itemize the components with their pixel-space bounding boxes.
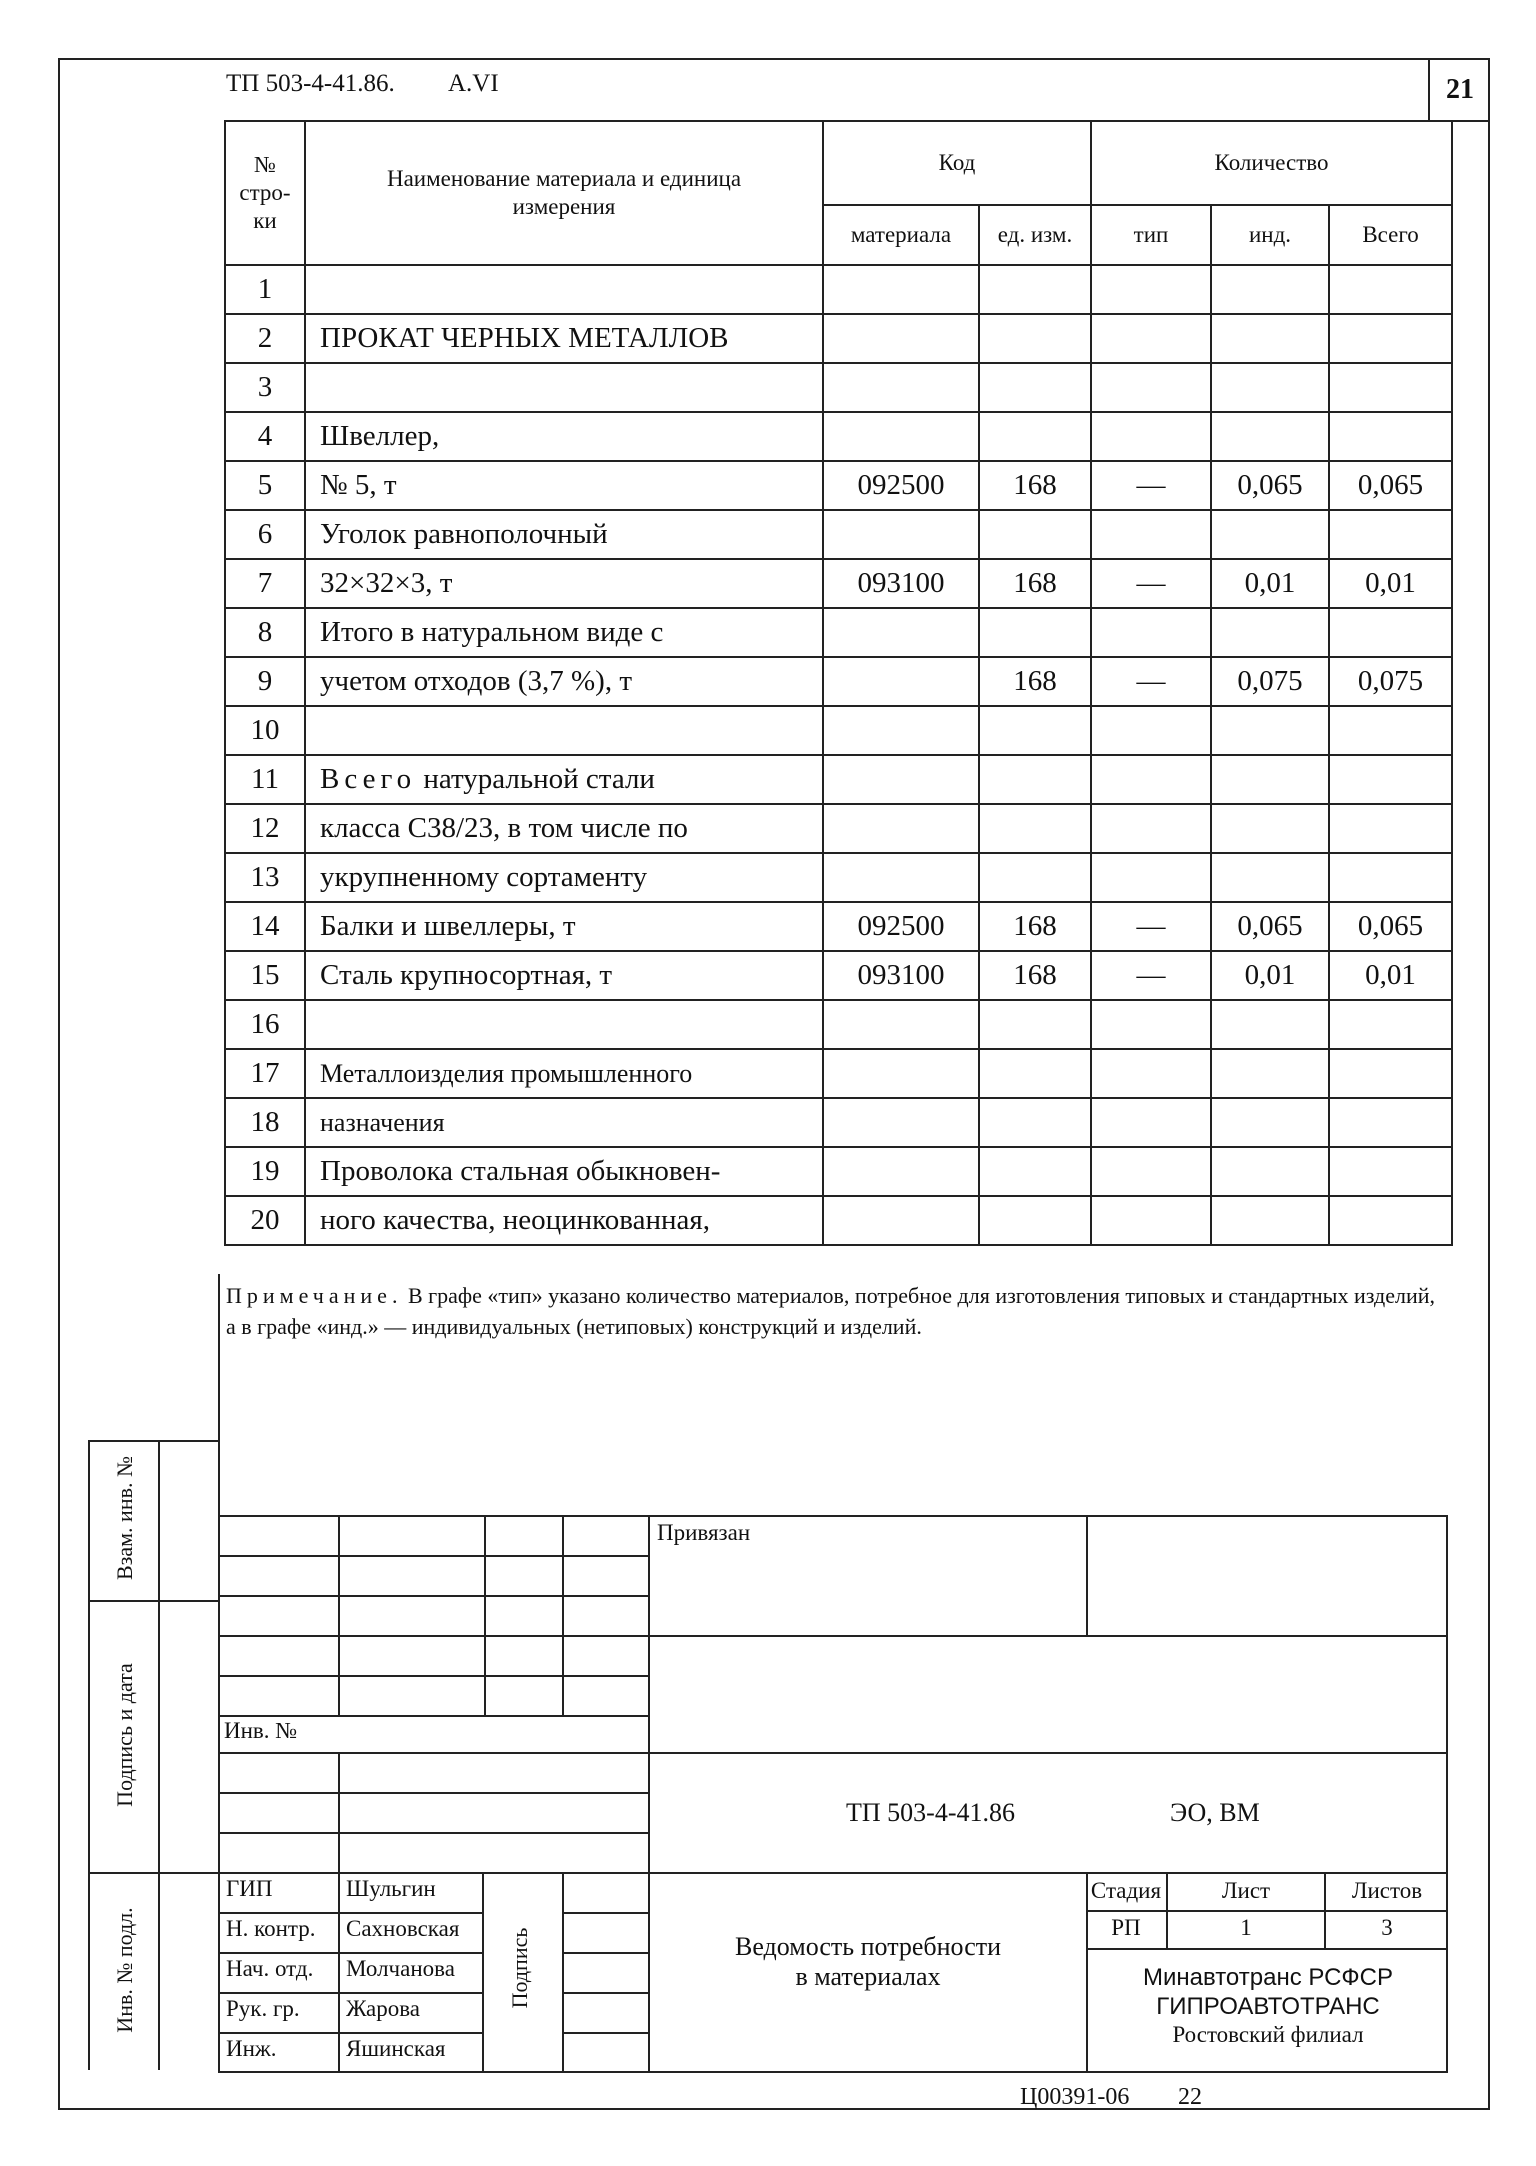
row-ind (1211, 1196, 1329, 1245)
row-number: 13 (225, 853, 305, 902)
row-name (305, 706, 823, 755)
row-name: ного качества, неоцинкованная, (305, 1196, 823, 1245)
row-tip: — (1091, 951, 1211, 1000)
person-3: Жарова (346, 1996, 421, 2021)
side-label-podpis-data: Подпись и дата (112, 1663, 137, 1807)
row-mat (823, 1000, 979, 1049)
sheet-label: Лист (1221, 1878, 1271, 1903)
privyazan-label: Привязан (657, 1520, 751, 1545)
row-unit (979, 1147, 1091, 1196)
row-ind (1211, 706, 1329, 755)
table-row (225, 1000, 1452, 1049)
row-total (1329, 510, 1452, 559)
row-total (1329, 706, 1452, 755)
row-total (1329, 1196, 1452, 1245)
role-1: Н. контр. (226, 1916, 316, 1941)
row-unit (979, 265, 1091, 314)
col-qty-type: тип (1091, 205, 1211, 265)
row-number: 18 (225, 1098, 305, 1147)
row-tip (1091, 1196, 1211, 1245)
row-name: № 5, т (305, 461, 823, 510)
header-doc-code: ТП 503-4-41.86. (226, 70, 395, 97)
row-tip (1091, 1098, 1211, 1147)
row-number: 1 (225, 265, 305, 314)
row-unit: 168 (979, 461, 1091, 510)
row-number: 8 (225, 608, 305, 657)
row-number: 10 (225, 706, 305, 755)
row-name: ПРОКАТ ЧЕРНЫХ МЕТАЛЛОВ (305, 314, 823, 363)
role-4: Инж. (226, 2036, 277, 2061)
row-tip (1091, 265, 1211, 314)
col-code-material: материала (823, 205, 979, 265)
row-ind (1211, 1000, 1329, 1049)
table-row (225, 1196, 1452, 1245)
col-qty-total: Всего (1329, 205, 1452, 265)
table-row (225, 1098, 1452, 1147)
row-unit (979, 314, 1091, 363)
table-row (225, 314, 1452, 363)
note-text: В графе «тип» указано количество материалов, потребное для изготовления типовых и стандартных изделий, а в графе «инд.» — индивидуальных (нетиповых) конструкций и изделий. (226, 1283, 1435, 1339)
table-row (225, 1049, 1452, 1098)
row-unit (979, 1098, 1091, 1147)
row-total (1329, 853, 1452, 902)
row-mat (823, 363, 979, 412)
row-number: 2 (225, 314, 305, 363)
tb-marks: ЭО, ВМ (1170, 1798, 1260, 1827)
table-row (225, 412, 1452, 461)
row-number: 15 (225, 951, 305, 1000)
row-tip: — (1091, 461, 1211, 510)
row-ind (1211, 363, 1329, 412)
sheet-value: 1 (1240, 1915, 1252, 1940)
col-qty-group: Количество (1091, 121, 1452, 205)
row-number: 9 (225, 657, 305, 706)
row-ind (1211, 314, 1329, 363)
row-ind (1211, 853, 1329, 902)
row-unit (979, 510, 1091, 559)
row-name (305, 265, 823, 314)
row-ind (1211, 755, 1329, 804)
col-row-no: № стро- ки (225, 121, 305, 265)
row-tip (1091, 1049, 1211, 1098)
row-tip (1091, 755, 1211, 804)
row-ind (1211, 804, 1329, 853)
row-unit (979, 706, 1091, 755)
note-label: Примечание. (226, 1283, 403, 1308)
table-row (225, 902, 1452, 951)
row-name: Сталь крупносортная, т (305, 951, 823, 1000)
table-row (225, 559, 1452, 608)
row-number: 14 (225, 902, 305, 951)
row-total (1329, 1098, 1452, 1147)
row-name (305, 755, 823, 804)
table-row (225, 804, 1452, 853)
row-total (1329, 755, 1452, 804)
row-ind (1211, 1147, 1329, 1196)
row-number: 12 (225, 804, 305, 853)
col-qty-ind: инд. (1211, 205, 1329, 265)
row-mat (823, 1049, 979, 1098)
row-ind (1211, 412, 1329, 461)
row-name: Металлоизделия промышленного (305, 1049, 823, 1098)
table-row (225, 657, 1452, 706)
row-unit: 168 (979, 657, 1091, 706)
row-mat (823, 412, 979, 461)
role-0: ГИП (226, 1876, 273, 1901)
row-unit (979, 755, 1091, 804)
row-name-spaced: Всего (320, 763, 417, 795)
row-number: 5 (225, 461, 305, 510)
org-line1: Минавтотранс РСФСР (1142, 1964, 1394, 1991)
row-ind (1211, 1098, 1329, 1147)
stage-value: РП (1111, 1915, 1141, 1940)
row-total (1329, 804, 1452, 853)
row-total (1329, 412, 1452, 461)
person-0: Шульгин (346, 1876, 436, 1901)
row-mat (823, 1196, 979, 1245)
row-tip: — (1091, 902, 1211, 951)
row-ind: 0,075 (1211, 657, 1329, 706)
row-total: 0,01 (1329, 559, 1452, 608)
table-row (225, 706, 1452, 755)
row-tip (1091, 510, 1211, 559)
row-unit: 168 (979, 902, 1091, 951)
inv-no-label: Инв. № (224, 1718, 298, 1743)
col-code-group: Код (823, 121, 1091, 205)
row-total (1329, 265, 1452, 314)
row-mat (823, 608, 979, 657)
stage-label: Стадия (1090, 1878, 1162, 1903)
sheets-label: Листов (1351, 1878, 1423, 1903)
row-mat (823, 853, 979, 902)
table-row (225, 608, 1452, 657)
row-name: назначения (305, 1098, 823, 1147)
row-total (1329, 314, 1452, 363)
row-mat: 093100 (823, 951, 979, 1000)
podpis-label: Подпись (507, 1927, 532, 2009)
row-unit (979, 363, 1091, 412)
side-label-vzam: Взам. инв. № (112, 1456, 137, 1580)
row-mat (823, 706, 979, 755)
row-number: 3 (225, 363, 305, 412)
row-unit (979, 1049, 1091, 1098)
table-note (226, 1280, 1446, 1342)
row-tip: — (1091, 559, 1211, 608)
row-ind: 0,01 (1211, 951, 1329, 1000)
org-line2: ГИПРОАВТОТРАНС (1156, 1993, 1380, 2020)
row-ind (1211, 1049, 1329, 1098)
row-tip (1091, 1000, 1211, 1049)
row-tip (1091, 608, 1211, 657)
row-total (1329, 363, 1452, 412)
row-name (305, 1000, 823, 1049)
person-1: Сахновская (346, 1916, 460, 1941)
header-album: А.VI (448, 70, 499, 97)
row-number: 6 (225, 510, 305, 559)
org-line3: Ростовский филиал (1172, 2022, 1364, 2047)
row-total (1329, 1049, 1452, 1098)
row-ind: 0,065 (1211, 461, 1329, 510)
row-number: 7 (225, 559, 305, 608)
row-mat: 092500 (823, 902, 979, 951)
row-ind (1211, 608, 1329, 657)
tb-doc-code: ТП 503-4-41.86 (846, 1798, 1015, 1827)
table-row (225, 363, 1452, 412)
row-unit (979, 412, 1091, 461)
sheets-value: 3 (1381, 1915, 1393, 1940)
row-number: 11 (225, 755, 305, 804)
row-unit: 168 (979, 559, 1091, 608)
row-mat (823, 755, 979, 804)
page-number: 21 (1428, 58, 1490, 122)
table-row (225, 853, 1452, 902)
row-ind: 0,065 (1211, 902, 1329, 951)
row-name: Уголок равнополочный (305, 510, 823, 559)
table-row (225, 265, 1452, 314)
row-name: Итого в натуральном виде с (305, 608, 823, 657)
row-name: Балки и швеллеры, т (305, 902, 823, 951)
row-total (1329, 608, 1452, 657)
row-name: 32×32×3, т (305, 559, 823, 608)
row-number: 17 (225, 1049, 305, 1098)
row-mat (823, 1147, 979, 1196)
person-2: Молчанова (346, 1956, 455, 1981)
row-name: учетом отходов (3,7 %), т (305, 657, 823, 706)
row-name: Проволока стальная обыкновен- (305, 1147, 823, 1196)
row-number: 4 (225, 412, 305, 461)
row-total: 0,065 (1329, 461, 1452, 510)
row-unit (979, 804, 1091, 853)
row-mat (823, 265, 979, 314)
row-tip (1091, 412, 1211, 461)
row-mat (823, 804, 979, 853)
row-ind (1211, 510, 1329, 559)
row-number: 16 (225, 1000, 305, 1049)
row-name: Швеллер, (305, 412, 823, 461)
row-tip: — (1091, 657, 1211, 706)
row-mat (823, 510, 979, 559)
row-unit (979, 1196, 1091, 1245)
person-4: Яшинская (346, 2036, 446, 2061)
row-unit (979, 853, 1091, 902)
table-row (225, 755, 1452, 804)
doc-title-line2: в материалах (795, 1962, 941, 1991)
materials-table (224, 120, 1453, 1246)
row-unit: 168 (979, 951, 1091, 1000)
row-tip (1091, 314, 1211, 363)
row-name: класса С38/23, в том числе по (305, 804, 823, 853)
row-number: 19 (225, 1147, 305, 1196)
row-tip (1091, 363, 1211, 412)
col-code-unit: ед. изм. (979, 205, 1091, 265)
table-row (225, 510, 1452, 559)
table-row (225, 461, 1452, 510)
row-tip (1091, 1147, 1211, 1196)
row-name-rest: натуральной стали (416, 763, 655, 795)
footer-page: 22 (1178, 2084, 1202, 2110)
doc-title-line1: Ведомость потребности (734, 1932, 1002, 1961)
row-total: 0,01 (1329, 951, 1452, 1000)
row-mat (823, 314, 979, 363)
row-mat (823, 1098, 979, 1147)
table-row (225, 951, 1452, 1000)
row-total: 0,075 (1329, 657, 1452, 706)
row-number: 20 (225, 1196, 305, 1245)
row-name: укрупненному сортаменту (305, 853, 823, 902)
row-ind: 0,01 (1211, 559, 1329, 608)
row-unit (979, 1000, 1091, 1049)
row-mat (823, 657, 979, 706)
row-name (305, 363, 823, 412)
row-total: 0,065 (1329, 902, 1452, 951)
row-tip (1091, 853, 1211, 902)
row-unit (979, 608, 1091, 657)
role-3: Рук. гр. (226, 1996, 300, 2021)
row-ind (1211, 265, 1329, 314)
col-name: Наименование материала и единица измерения (305, 121, 823, 265)
table-row (225, 1147, 1452, 1196)
row-tip (1091, 804, 1211, 853)
row-total (1329, 1147, 1452, 1196)
row-total (1329, 1000, 1452, 1049)
row-tip (1091, 706, 1211, 755)
row-mat: 093100 (823, 559, 979, 608)
footer-code: Ц00391-06 (1020, 2084, 1130, 2110)
side-label-inv-podl: Инв. № подл. (112, 1907, 137, 2033)
role-2: Нач. отд. (226, 1956, 314, 1981)
row-mat: 092500 (823, 461, 979, 510)
